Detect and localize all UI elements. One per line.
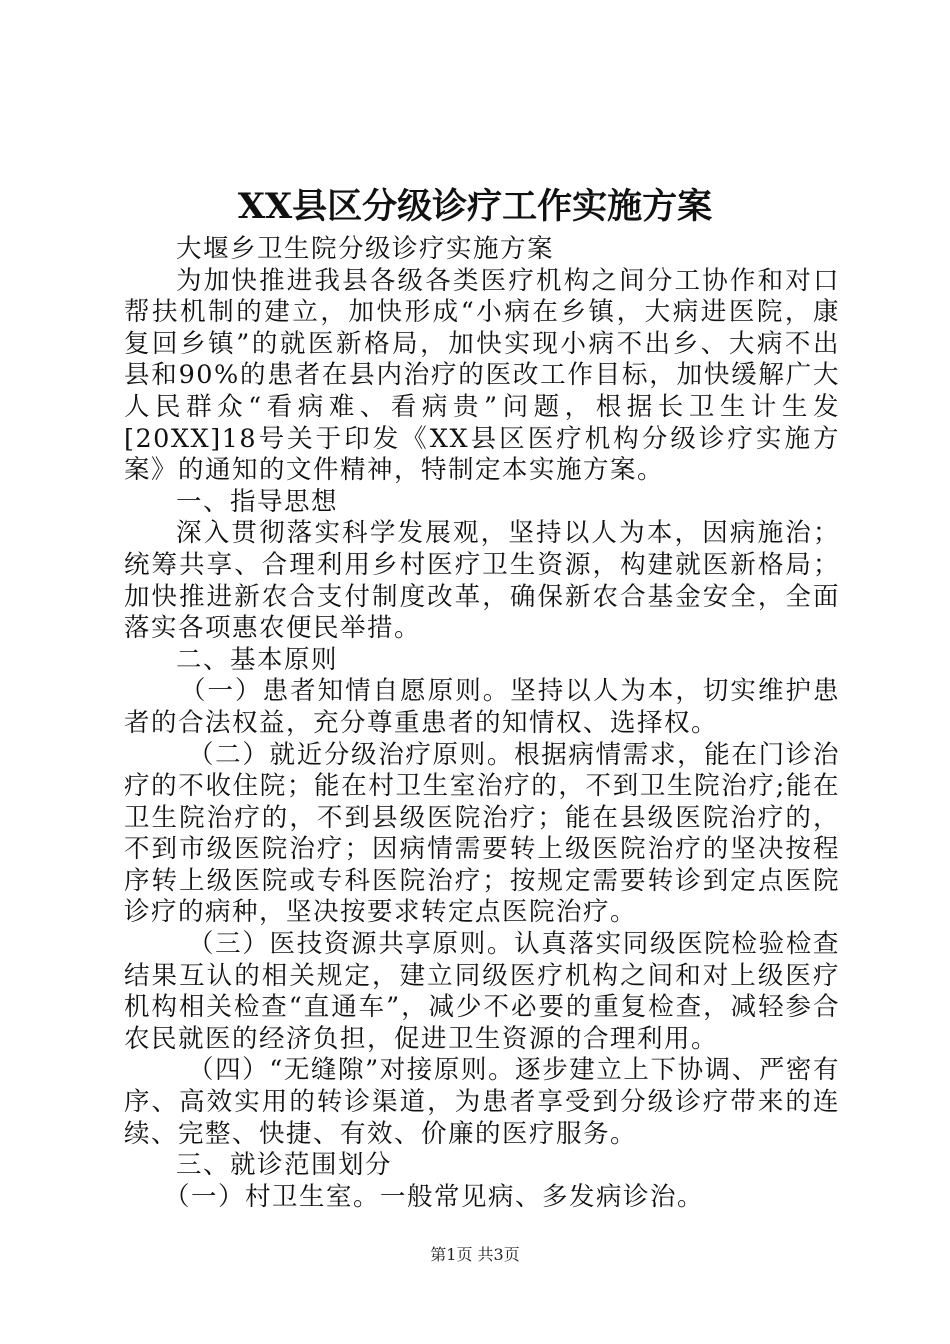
intro-paragraph: 为加快推进我县各级各类医疗机构之间分工协作和对口帮扶机制的建立，加快形成“小病在乡镇，大病进医院，康复回乡镇”的就医新格局，加快实现小病不出乡、大病不出县和90%的患者在县内治疗的医改工作目标，加快缓解广大人民群众“看病难、看病贵”问题，根据长卫生计生发[20XX]18号关于印发《XX县区医疗机构分级诊疗实施方案》的通知的文件精神，特制定本实施方案。 (124, 265, 840, 486)
guiding-thought-paragraph: 深入贯彻落实科学发展观，坚持以人为本，因病施治；统筹共享、合理利用乡村医疗卫生资源，构建就医新格局；加快推进新农合支付制度改革，确保新农合基金安全，全面落实各项惠农便民举措。 (124, 518, 840, 644)
section-heading-basic-principles: 二、基本原则 (176, 644, 339, 675)
document-body (124, 234, 840, 1213)
document-title: XX县区分级诊疗工作实施方案 (237, 186, 713, 227)
scope-paragraph-1: （一）村卫生室。一般常见病、多发病诊治。 (164, 1181, 705, 1212)
principle-paragraph-4: （四）“无缝隙”对接原则。逐步建立上下协调、严密有序、高效实用的转诊渠道，为患者享受到分级诊疗带来的连续、完整、快捷、有效、价廉的医疗服务。 (124, 1055, 840, 1149)
principle-paragraph-3: （三）医技资源共享原则。认真落实同级医院检验检查结果互认的相关规定，建立同级医疗机构之间和对上级医疗机构相关检查“直通车”，减少不必要的重复检查，减轻参合农民就医的经济负担，促进卫生资源的合理利用。 (124, 929, 840, 1054)
principle-paragraph-2: （二）就近分级治疗原则。根据病情需求，能在门诊治疗的不收住院；能在村卫生室治疗的，不到卫生院治疗;能在卫生院治疗的，不到县级医院治疗；能在县级医院治疗的，不到市级医院治疗；因病情需要转上级医院治疗的坚决按程序转上级医院或专科医院治疗；按规定需要转诊到定点医院诊疗的病种，坚决按要求转定点医院治疗。 (124, 739, 840, 928)
section-heading-scope: 三、就诊范围划分 (176, 1150, 393, 1181)
subtitle-paragraph: 大堰乡卫生院分级诊疗实施方案 (176, 234, 555, 264)
page-footer: 第1页 共3页 (430, 1245, 520, 1264)
section-heading-guiding-thought: 一、指导思想 (176, 486, 339, 517)
principle-paragraph-1: （一）患者知情自愿原则。坚持以人为本，切实维护患者的合法权益，充分尊重患者的知情权、选择权。 (124, 676, 840, 738)
